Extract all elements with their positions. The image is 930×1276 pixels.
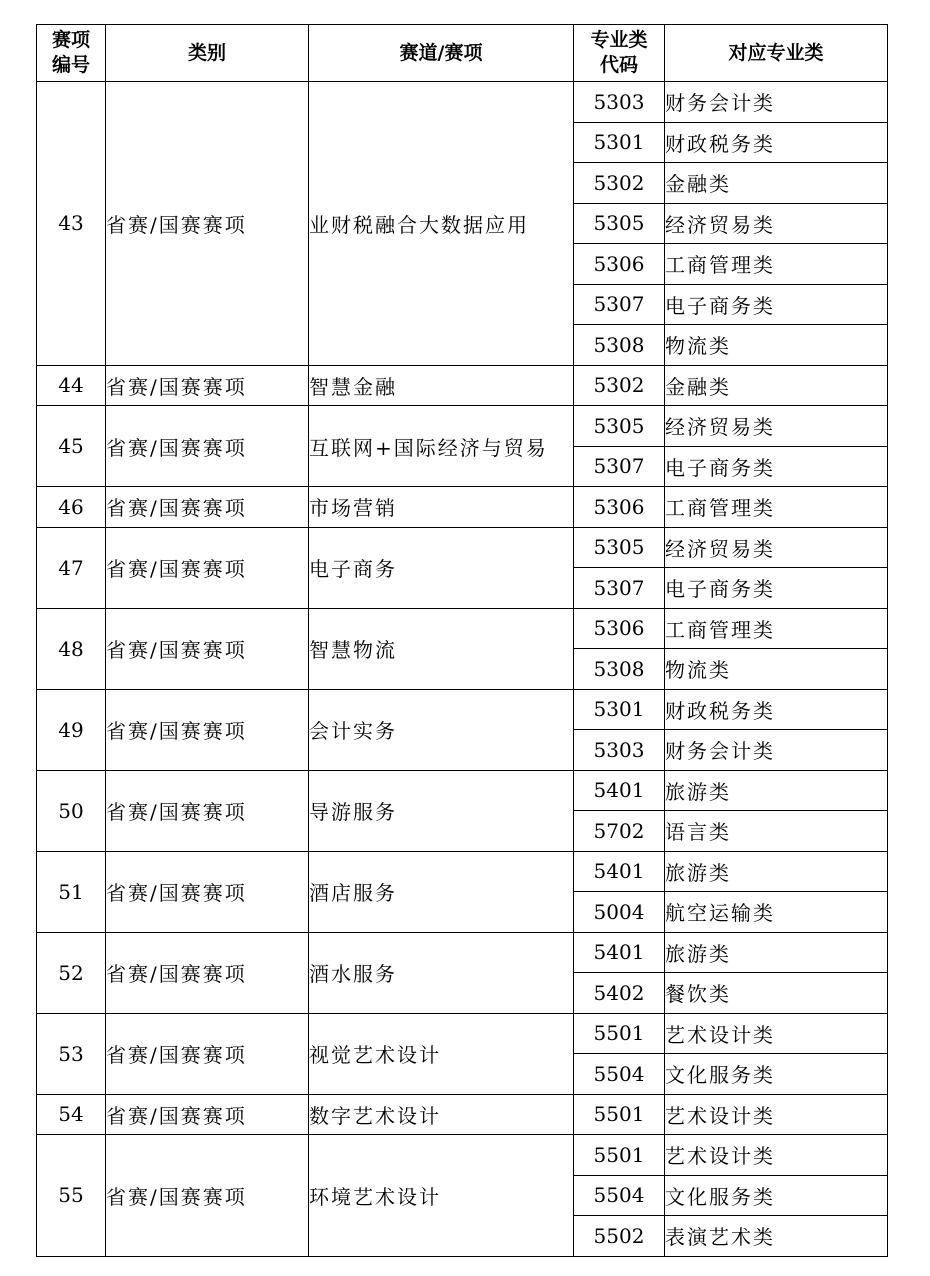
cell-major-code: 5302 [574, 365, 665, 406]
table-row [37, 770, 888, 811]
cell-major-code: 5501 [574, 1135, 665, 1176]
cell-major-code: 5402 [574, 973, 665, 1014]
cell-major-code: 5302 [574, 163, 665, 204]
cell-major-name: 文化服务类 [665, 1175, 888, 1216]
cell-major-name: 餐饮类 [665, 973, 888, 1014]
cell-major-name: 工商管理类 [665, 487, 888, 528]
cell-major-name: 航空运输类 [665, 892, 888, 933]
cell-category: 省赛/国赛赛项 [106, 365, 309, 406]
cell-category: 省赛/国赛赛项 [106, 1013, 309, 1094]
cell-track: 数字艺术设计 [309, 1094, 574, 1135]
cell-major-name: 经济贸易类 [665, 527, 888, 568]
cell-category: 省赛/国赛赛项 [106, 1094, 309, 1135]
cell-event-no: 54 [37, 1094, 106, 1135]
cell-category: 省赛/国赛赛项 [106, 406, 309, 487]
header-category: 类别 [106, 25, 309, 82]
cell-major-name: 语言类 [665, 811, 888, 852]
cell-major-name: 财务会计类 [665, 730, 888, 771]
cell-major-code: 5305 [574, 203, 665, 244]
cell-major-code: 5307 [574, 446, 665, 487]
cell-major-name: 物流类 [665, 325, 888, 366]
cell-major-code: 5501 [574, 1013, 665, 1054]
cell-major-code: 5308 [574, 325, 665, 366]
cell-track: 视觉艺术设计 [309, 1013, 574, 1094]
table-row [37, 1094, 888, 1135]
cell-event-no: 48 [37, 608, 106, 689]
table-row [37, 689, 888, 730]
cell-major-code: 5307 [574, 568, 665, 609]
cell-category: 省赛/国赛赛项 [106, 608, 309, 689]
cell-track: 智慧物流 [309, 608, 574, 689]
cell-major-name: 电子商务类 [665, 446, 888, 487]
cell-event-no: 44 [37, 365, 106, 406]
cell-major-name: 文化服务类 [665, 1054, 888, 1095]
cell-major-code: 5307 [574, 284, 665, 325]
cell-major-name: 工商管理类 [665, 244, 888, 285]
table-row [37, 82, 888, 123]
cell-category: 省赛/国赛赛项 [106, 527, 309, 608]
cell-event-no: 52 [37, 932, 106, 1013]
cell-major-code: 5303 [574, 82, 665, 123]
cell-event-no: 50 [37, 770, 106, 851]
table-row [37, 932, 888, 973]
cell-major-name: 电子商务类 [665, 568, 888, 609]
cell-major-code: 5401 [574, 770, 665, 811]
cell-major-code: 5308 [574, 649, 665, 690]
cell-track: 业财税融合大数据应用 [309, 82, 574, 366]
cell-major-code: 5004 [574, 892, 665, 933]
cell-track: 电子商务 [309, 527, 574, 608]
cell-major-code: 5401 [574, 851, 665, 892]
header-major: 对应专业类 [665, 25, 888, 82]
cell-major-code: 5306 [574, 487, 665, 528]
cell-category: 省赛/国赛赛项 [106, 82, 309, 366]
cell-major-name: 艺术设计类 [665, 1094, 888, 1135]
cell-major-name: 金融类 [665, 163, 888, 204]
cell-event-no: 53 [37, 1013, 106, 1094]
cell-event-no: 49 [37, 689, 106, 770]
cell-category: 省赛/国赛赛项 [106, 851, 309, 932]
cell-category: 省赛/国赛赛项 [106, 689, 309, 770]
cell-major-name: 财政税务类 [665, 689, 888, 730]
cell-category: 省赛/国赛赛项 [106, 487, 309, 528]
cell-major-code: 5501 [574, 1094, 665, 1135]
header-code: 专业类 代码 [574, 25, 665, 82]
header-no: 赛项 编号 [37, 25, 106, 82]
table-row [37, 851, 888, 892]
cell-major-name: 旅游类 [665, 770, 888, 811]
cell-major-name: 经济贸易类 [665, 203, 888, 244]
cell-event-no: 55 [37, 1135, 106, 1257]
cell-event-no: 45 [37, 406, 106, 487]
table-body [37, 82, 888, 1257]
table-row [37, 406, 888, 447]
cell-major-code: 5301 [574, 689, 665, 730]
cell-major-code: 5306 [574, 608, 665, 649]
cell-track: 酒店服务 [309, 851, 574, 932]
cell-major-name: 电子商务类 [665, 284, 888, 325]
cell-major-name: 艺术设计类 [665, 1013, 888, 1054]
cell-major-code: 5303 [574, 730, 665, 771]
cell-major-code: 5306 [574, 244, 665, 285]
header-row [37, 25, 888, 82]
cell-track: 会计实务 [309, 689, 574, 770]
cell-category: 省赛/国赛赛项 [106, 770, 309, 851]
cell-track: 智慧金融 [309, 365, 574, 406]
cell-major-name: 财政税务类 [665, 122, 888, 163]
cell-track: 酒水服务 [309, 932, 574, 1013]
cell-major-name: 金融类 [665, 365, 888, 406]
cell-event-no: 46 [37, 487, 106, 528]
cell-major-name: 财务会计类 [665, 82, 888, 123]
table-row [37, 608, 888, 649]
table-row [37, 1013, 888, 1054]
cell-major-name: 表演艺术类 [665, 1216, 888, 1257]
cell-major-code: 5504 [574, 1175, 665, 1216]
cell-event-no: 43 [37, 82, 106, 366]
table-row [37, 1135, 888, 1176]
cell-event-no: 47 [37, 527, 106, 608]
cell-major-name: 工商管理类 [665, 608, 888, 649]
cell-track: 市场营销 [309, 487, 574, 528]
cell-major-code: 5305 [574, 527, 665, 568]
cell-major-code: 5504 [574, 1054, 665, 1095]
table-row [37, 365, 888, 406]
cell-major-code: 5301 [574, 122, 665, 163]
cell-track: 导游服务 [309, 770, 574, 851]
cell-event-no: 51 [37, 851, 106, 932]
cell-major-code: 5305 [574, 406, 665, 447]
table-row [37, 487, 888, 528]
cell-major-code: 5401 [574, 932, 665, 973]
cell-major-name: 旅游类 [665, 851, 888, 892]
cell-major-code: 5702 [574, 811, 665, 852]
competition-major-table [36, 24, 888, 1257]
cell-major-name: 艺术设计类 [665, 1135, 888, 1176]
table-row [37, 527, 888, 568]
cell-track: 环境艺术设计 [309, 1135, 574, 1257]
cell-major-name: 经济贸易类 [665, 406, 888, 447]
cell-category: 省赛/国赛赛项 [106, 1135, 309, 1257]
cell-major-code: 5502 [574, 1216, 665, 1257]
header-track: 赛道/赛项 [309, 25, 574, 82]
cell-major-name: 物流类 [665, 649, 888, 690]
cell-track: 互联网+国际经济与贸易 [309, 406, 574, 487]
cell-category: 省赛/国赛赛项 [106, 932, 309, 1013]
cell-major-name: 旅游类 [665, 932, 888, 973]
